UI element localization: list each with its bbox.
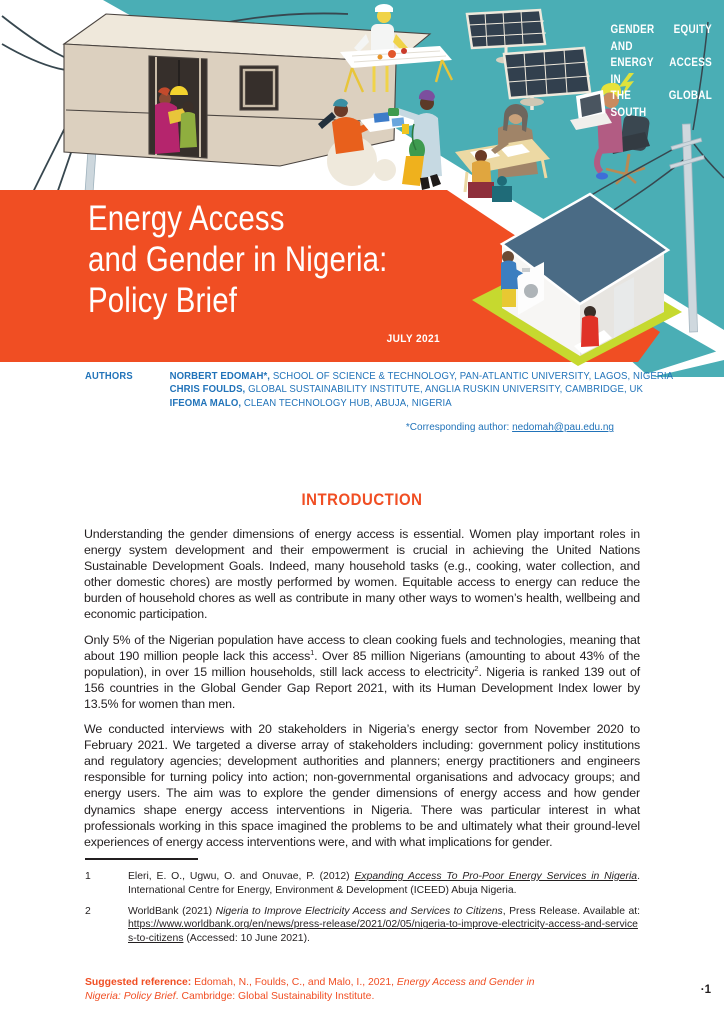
author-name: CHRIS FOULDS, bbox=[169, 384, 246, 396]
author-affiliation: GLOBAL SUSTAINABILITY INSTITUTE, ANGLIA RUSKIN UNIVERSITY, CAMBRIDGE, UK bbox=[245, 384, 643, 396]
tagline-line: GENDER EQUITY AND bbox=[610, 24, 712, 53]
corresponding-author bbox=[85, 422, 640, 433]
intro-paragraph-1: Understanding the gender dimensions of energy access is essential. Women play important roles in energy system development and their empowerment is crucial in achieving the United Nations Sustainable Development Goals. Indeed, many household tasks (e.g., cooking, water collection, and other domestic chores) are mostly performed by women. Equitable access to energy can reduce the burden of household chores as well as contribute in many other ways to women’s health, wellbeing and economic participation. bbox=[84, 527, 640, 622]
email-link[interactable]: nedomah@pau.edu.ng bbox=[512, 422, 614, 434]
authors-label: AUTHORS bbox=[85, 371, 133, 382]
footnote-2 bbox=[85, 905, 640, 946]
tagline-line: ENERGY ACCESS IN bbox=[610, 57, 712, 86]
reference-title: Nigeria to Improve Electricity Access and Services to Citizens bbox=[215, 905, 503, 917]
footnotes-section bbox=[85, 858, 640, 953]
corresponding-prefix: *Corresponding author: bbox=[405, 422, 513, 434]
author-affiliation: SCHOOL OF SCIENCE & TECHNOLOGY, PAN-ATLANTIC UNIVERSITY, LAGOS, NIGERIA bbox=[270, 371, 674, 382]
reference-title: Energy Access and Gender in Nigeria: Policy Brief bbox=[85, 977, 535, 1002]
authors-list bbox=[170, 370, 673, 410]
footnote-number: 1 bbox=[85, 871, 91, 882]
reference-title: Expanding Access To Pro-Poor Energy Services in Nigeria bbox=[354, 871, 638, 882]
author-line bbox=[170, 370, 673, 383]
footnote-text: WorldBank (2021) Nigeria to Improve Electricity Access and Services to Citizens, Press Release. Available at: https://www.worldbank.org/en/news/press-release/2021/02/05/nigeria-to-improve-electricity-access-and-services-to-citizens (Accessed: 10 June 2021). bbox=[128, 905, 640, 945]
footnote-number: 2 bbox=[85, 905, 91, 917]
page-number: ·1 bbox=[700, 984, 711, 996]
author-line bbox=[170, 383, 673, 396]
title-line: Energy Access bbox=[88, 199, 285, 238]
suggested-reference: Suggested reference: Edomah, N., Foulds, C., and Malo, I., 2021, Energy Access and Gender in Nigeria: Policy Brief. Cambridge: Global Sustainability Institute. bbox=[85, 977, 535, 1002]
footnote-1 bbox=[85, 870, 640, 898]
reference-label: Suggested reference: bbox=[85, 977, 192, 988]
header-illustration bbox=[0, 0, 724, 378]
authors-section bbox=[85, 370, 674, 434]
author-name: IFEOMA MALO, bbox=[169, 397, 242, 409]
worldbank-link[interactable]: https://www.worldbank.org/en/news/press-release/2021/02/05/nigeria-to-improve-electricity-access-and-services-to-citizens bbox=[128, 919, 638, 945]
introduction-heading: INTRODUCTION bbox=[301, 490, 423, 509]
introduction-section bbox=[84, 490, 640, 859]
footnote-ref-2: 2 bbox=[474, 663, 479, 673]
footnote-text: Eleri, E. O., Ugwu, O. and Onuvae, P. (2012) Expanding Access To Pro-Poor Energy Services in Nigeria. International Centre for Energy, Environment & Development (ICEED) Abuja Nigeria. bbox=[128, 871, 640, 896]
window bbox=[240, 66, 278, 110]
series-tagline bbox=[611, 22, 712, 121]
author-line bbox=[170, 397, 673, 410]
publication-date: JULY 2021 bbox=[386, 333, 440, 345]
footnote-divider bbox=[85, 858, 198, 860]
page-title bbox=[88, 198, 388, 321]
author-name: NORBERT EDOMAH*, bbox=[169, 371, 271, 382]
intro-paragraph-2: Only 5% of the Nigerian population have access to clean cooking fuels and technologies, meaning that about 190 million people lack this access$^1$. Over 85 million Nigerians (amounting to about 43% of the population), in over 15 million households, still lack access to electricity$^2$. Nigeria is ranked 139 out of 156 countries in the Global Gender Gap Report 2021, with its Human Development Index lower by 13.5% for women than men. bbox=[84, 632, 640, 711]
title-line: and Gender in Nigeria: bbox=[88, 240, 388, 279]
tagline-line: THE GLOBAL SOUTH bbox=[610, 90, 712, 119]
intro-paragraph-3: We conducted interviews with 20 stakeholders in Nigeria’s energy sector from November 2020 to February 2021. We targeted a diverse array of stakeholders including: government policy institutions and regulatory agencies; development authorities and planners; energy practitioners and engineers responsible for turning policy into action; non-governmental organisations and advocacy groups; and energy users. The aim was to explore the gender dimensions of energy access and how gender dynamics shape energy access interventions in Nigeria. There was particular interest in what professionals working in this space imagined the problems to be and ultimately what their ground-level experiences of energy access interventions were, and with what implications for gender. bbox=[84, 722, 640, 849]
title-line: Policy Brief bbox=[88, 281, 238, 320]
footnote-ref-1: 1 bbox=[310, 647, 315, 657]
author-affiliation: CLEAN TECHNOLOGY HUB, ABUJA, NIGERIA bbox=[241, 397, 452, 409]
